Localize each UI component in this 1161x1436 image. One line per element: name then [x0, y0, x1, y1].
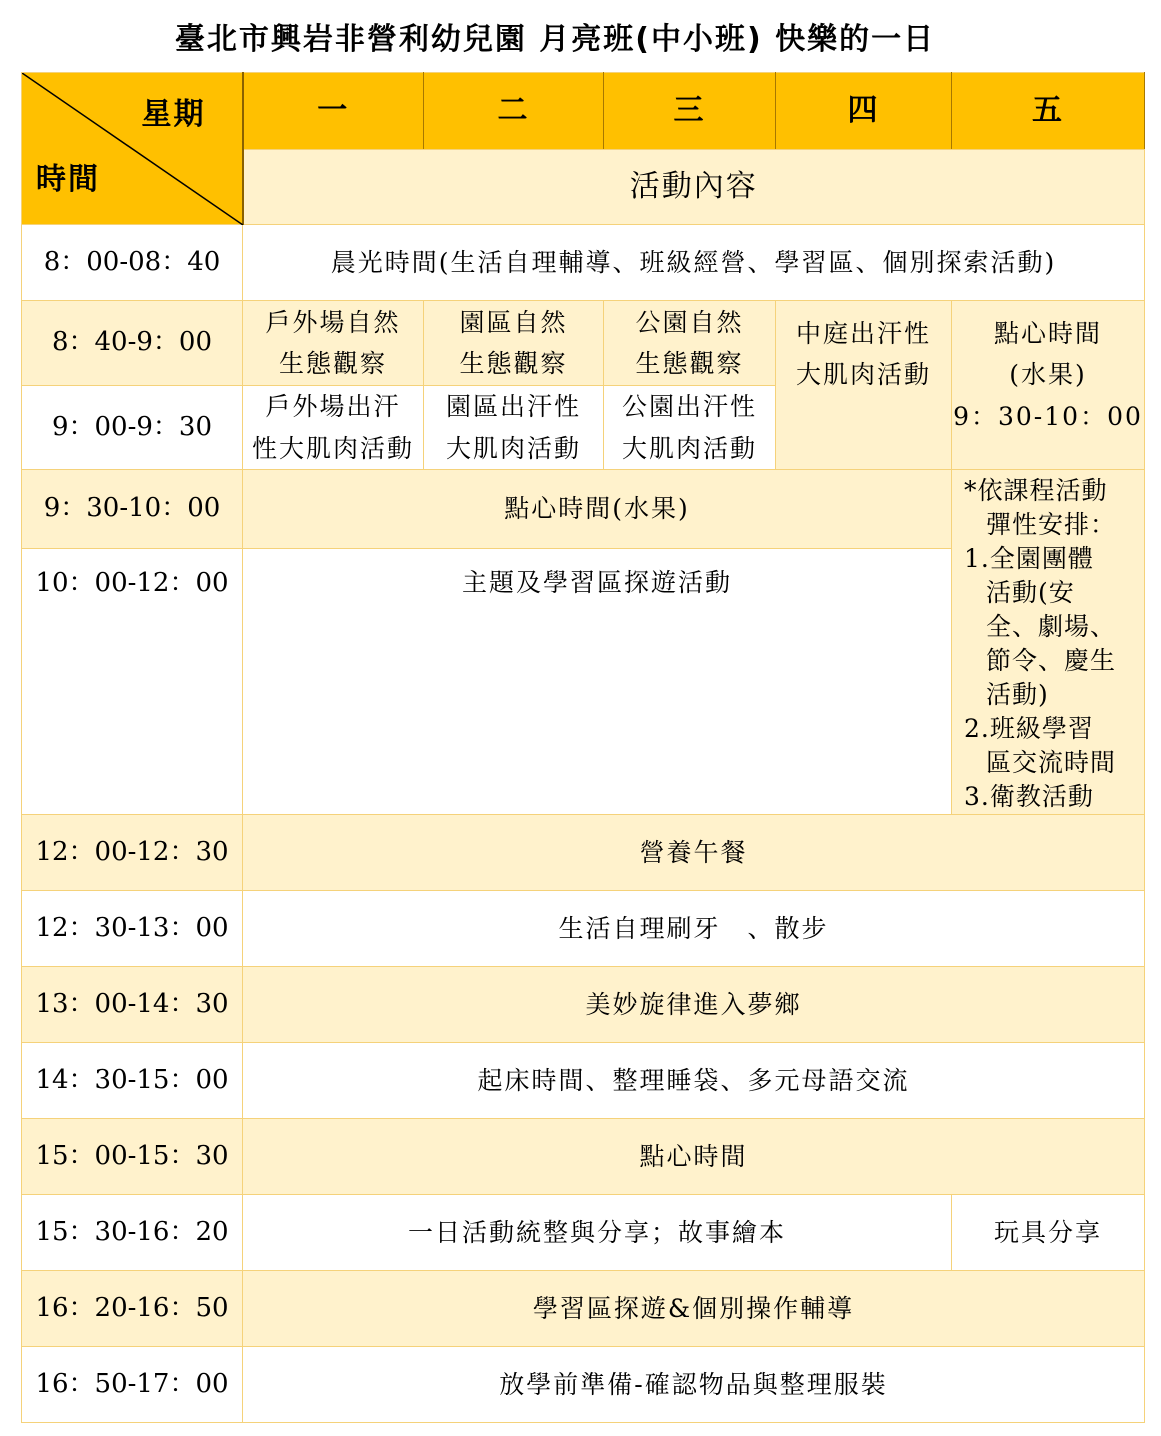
time-cell: 8：00-08：40 [22, 225, 243, 301]
day-header-mon: 一 [243, 73, 424, 150]
time-cell: 16：50-17：00 [22, 1347, 243, 1423]
time-cell: 15：00-15：30 [22, 1119, 243, 1195]
activity-cell-fri: 點心時間 (水果) 9：30-10：00 [952, 301, 1145, 470]
activity-cell-mon: 戶外場自然 生態觀察 [243, 301, 424, 386]
time-cell: 16：20-16：50 [22, 1271, 243, 1347]
time-cell: 14：30-15：00 [22, 1043, 243, 1119]
schedule-table [21, 72, 1145, 1423]
activity-cell: 一日活動統整與分享；故事繪本 [243, 1195, 952, 1271]
activity-cell-fri: 玩具分享 [952, 1195, 1145, 1271]
table-row [22, 1195, 1145, 1271]
activity-cell: 營養午餐 [243, 815, 1145, 891]
activity-cell: 點心時間 [243, 1119, 1145, 1195]
time-cell: 12：30-13：00 [22, 891, 243, 967]
activity-cell: 學習區探遊&個別操作輔導 [243, 1271, 1145, 1347]
activity-cell-thu: 中庭出汗性 大肌肉活動 [776, 301, 952, 470]
activity-cell: 美妙旋律進入夢鄉 [243, 967, 1145, 1043]
day-header-wed: 三 [604, 73, 776, 150]
table-row [22, 1347, 1145, 1423]
time-cell: 9：00-9：30 [22, 386, 243, 470]
table-row [22, 301, 1145, 386]
activity-cell: 放學前準備-確認物品與整理服裝 [243, 1347, 1145, 1423]
activity-cell: 主題及學習區探遊活動 [243, 548, 952, 815]
activity-cell-tue: 園區自然 生態觀察 [424, 301, 604, 386]
table-row [22, 891, 1145, 967]
day-header-tue: 二 [424, 73, 604, 150]
flexible-schedule-note: *依課程活動 彈性安排： 1.全園團體 活動(安 全、劇場、 節令、慶生 活動) 2.班級學習 區交流時間 3.衛教活動 [952, 470, 1145, 815]
page-title: 臺北市興岩非營利幼兒園 月亮班(中小班) 快樂的一日 [174, 22, 936, 57]
activity-cell: 生活自理刷牙 、散步 [243, 891, 1145, 967]
time-cell: 13：00-14：30 [22, 967, 243, 1043]
day-header-fri: 五 [952, 73, 1145, 150]
activity-content-header: 活動內容 [243, 150, 1145, 225]
time-cell: 10：00-12：00 [22, 548, 243, 815]
table-row [22, 470, 1145, 549]
corner-header-cell [22, 73, 243, 225]
table-row [22, 1119, 1145, 1195]
table-row [22, 1271, 1145, 1347]
activity-cell: 點心時間(水果) [243, 470, 952, 549]
table-row [22, 815, 1145, 891]
table-row [22, 1043, 1145, 1119]
activity-cell-tue: 園區出汗性 大肌肉活動 [424, 386, 604, 470]
activity-cell-wed: 公園自然 生態觀察 [604, 301, 776, 386]
day-header-thu: 四 [776, 73, 952, 150]
time-cell: 15：30-16：20 [22, 1195, 243, 1271]
time-cell: 9：30-10：00 [22, 470, 243, 549]
activity-cell-wed: 公園出汗性 大肌肉活動 [604, 386, 776, 470]
activity-cell: 起床時間、整理睡袋、多元母語交流 [243, 1043, 1145, 1119]
weekday-label: 星期 [141, 97, 206, 132]
time-cell: 8：40-9：00 [22, 301, 243, 386]
table-row [22, 967, 1145, 1043]
activity-cell-mon: 戶外場出汗 性大肌肉活動 [243, 386, 424, 470]
time-cell: 12：00-12：30 [22, 815, 243, 891]
activity-cell: 晨光時間(生活自理輔導、班級經營、學習區、個別探索活動) [243, 225, 1145, 301]
time-label: 時間 [36, 162, 100, 197]
table-row [22, 225, 1145, 301]
